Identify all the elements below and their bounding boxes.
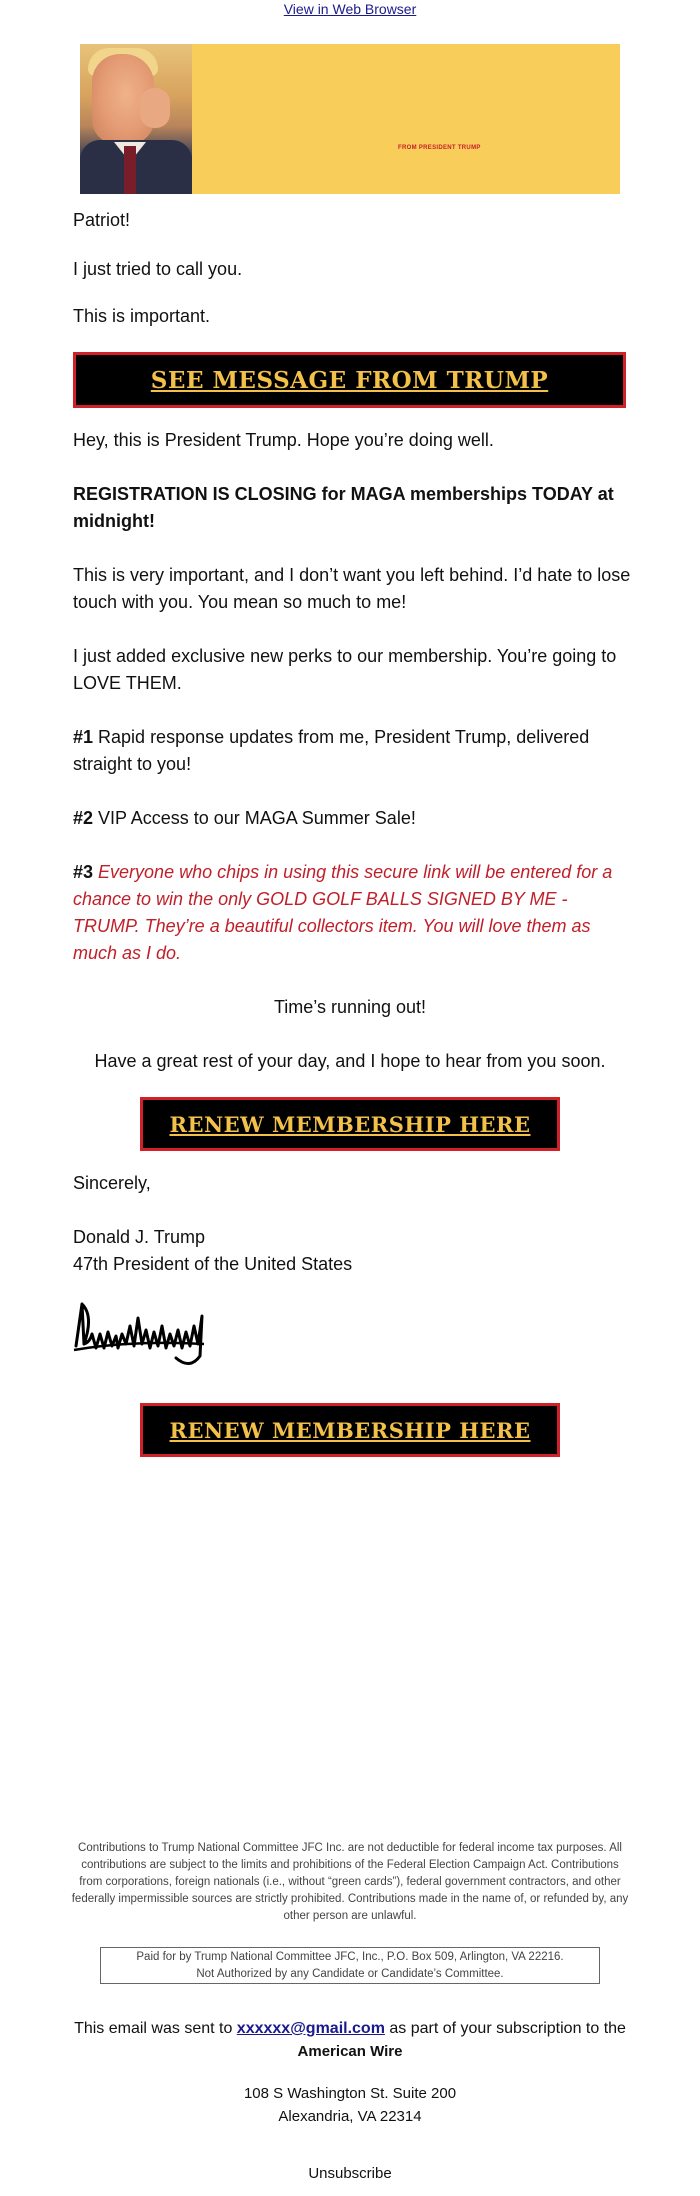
list-name: American Wire — [297, 2043, 403, 2060]
perk-1-number: #1 — [73, 727, 94, 747]
greeting: Patriot! — [73, 210, 131, 230]
hero-caption: FROM PRESIDENT TRUMP — [398, 145, 481, 151]
perk-1 — [73, 724, 633, 778]
perk-2-number: #2 — [73, 808, 94, 828]
address-line-2: Alexandria, VA 22314 — [278, 2108, 422, 2125]
not-authorized-line: Not Authorized by any Candidate or Candidate’s Committee. — [196, 1968, 504, 1980]
intro-line-2: This is important. — [73, 306, 211, 326]
recipient-email-link[interactable]: xxxxxx@gmail.com — [236, 2020, 385, 2037]
address-line-1: 108 S Washington St. Suite 200 — [243, 2085, 457, 2102]
signer-title: 47th President of the United States — [73, 1254, 353, 1274]
perk-2 — [73, 805, 633, 832]
paid-for-box — [100, 1947, 600, 1984]
renew-membership-button-2[interactable]: RENEW MEMBERSHIP HERE — [140, 1403, 560, 1457]
time-running-out: Time’s running out! — [273, 997, 427, 1017]
view-in-browser-link[interactable]: View in Web Browser — [283, 1, 417, 17]
perk-3 — [73, 859, 633, 967]
paid-for-line: Paid for by Trump National Committee JFC, Inc., P.O. Box 509, Arlington, VA 22216. — [136, 1951, 564, 1963]
intro-line-1: I just tried to call you. — [73, 259, 243, 279]
perk-3-text: Everyone who chips in using this secure link will be entered for a chance to win the only GOLD GOLF BALLS SIGNED BY ME - TRUMP. They’re a beautiful collectors item. You will love them as much as I do. — [73, 862, 613, 963]
sincerely: Sincerely, — [73, 1173, 151, 1193]
perk-2-text: VIP Access to our MAGA Summer Sale! — [93, 808, 416, 828]
body-paragraph-4: I just added exclusive new perks to our membership. You’re going to LOVE THEM. — [73, 646, 617, 693]
rest-of-day-message: Have a great rest of your day, and I hope to hear from you soon. — [94, 1051, 606, 1071]
hero-banner[interactable] — [80, 44, 620, 194]
body-paragraph-1: Hey, this is President Trump. Hope you’re doing well. — [73, 430, 494, 450]
signer-name: Donald J. Trump — [73, 1227, 206, 1247]
subscription-notice: This email was sent to xxxxxx@gmail.com as part of your subscription to the — [74, 2020, 626, 2037]
perk-1-text: Rapid response updates from me, President Trump, delivered straight to you! — [73, 727, 590, 774]
body-paragraph-3: This is very important, and I don’t want you left behind. I’d hate to lose touch with you. You mean so much to me! — [73, 565, 631, 612]
legal-disclaimer: Contributions to Trump National Committee JFC Inc. are not deductible for federal income tax purposes. All contributions are subject to the limits and prohibitions of the Federal Election Campaign Act. Contributions from corporations, foreign nationals (i.e., without “green cards”), federal government contractors, and other federally impermissible sources are strictly prohibited. Contributions made in the name of, or refunded by, any other person are unlawful. — [71, 1842, 629, 1922]
perk-3-number: #3 — [73, 862, 94, 882]
renew-membership-button-1[interactable]: RENEW MEMBERSHIP HERE — [140, 1097, 560, 1151]
view-in-browser-bar — [0, 0, 700, 18]
signature-image — [72, 1296, 208, 1370]
unsubscribe-link[interactable]: Unsubscribe — [308, 2165, 392, 2182]
see-message-button[interactable]: SEE MESSAGE FROM TRUMP — [73, 352, 626, 408]
trump-photo — [80, 44, 192, 194]
registration-closing-notice: REGISTRATION IS CLOSING for MAGA memberships TODAY at midnight! — [73, 484, 614, 531]
